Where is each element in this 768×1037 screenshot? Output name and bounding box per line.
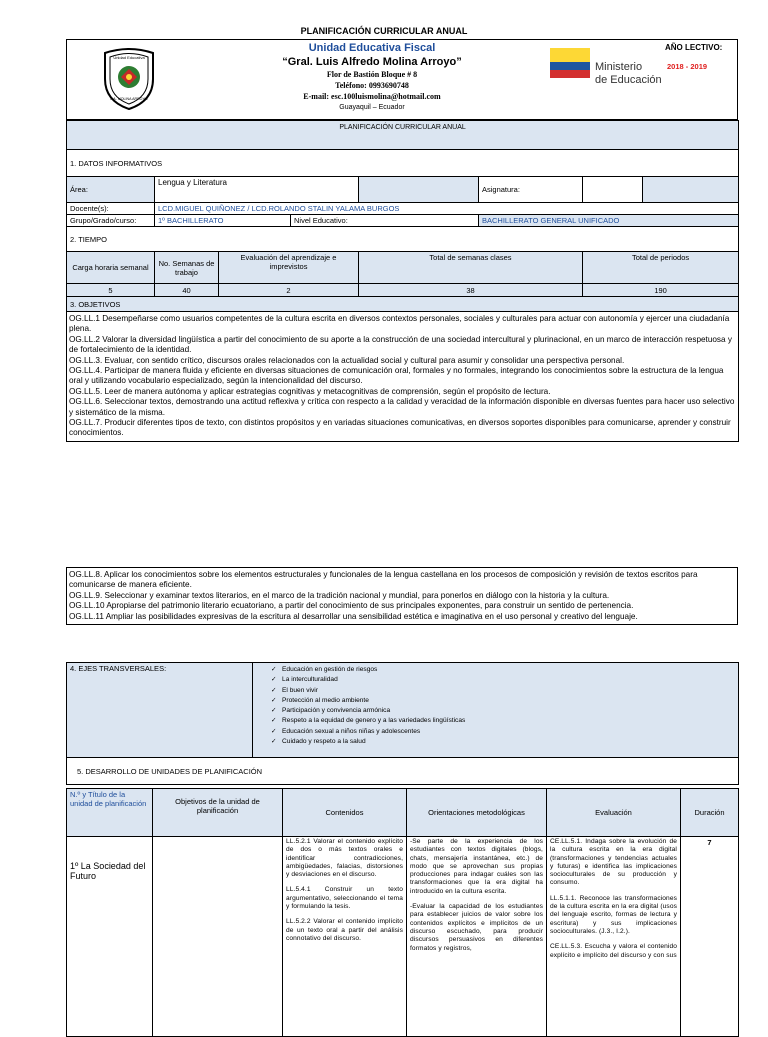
axis-item: ✓ Protección al medio ambiente (271, 696, 369, 704)
ministry-line1: Ministerio (595, 61, 643, 73)
level-label: Nivel Educativo: (291, 215, 479, 227)
axis-item: ✓ Educación en gestión de riesgos (271, 666, 378, 673)
time-value-periods: 190 (583, 284, 739, 297)
subject-label: Asignatura: (479, 177, 583, 203)
time-header-weekly-hours: Carga horaria semanal (67, 252, 155, 284)
svg-text:Unidad Educativa: Unidad Educativa (113, 55, 145, 60)
school-address: Flor de Bastión Bloque # 8 (326, 70, 418, 79)
unit-title: 1º La Sociedad del Futuro (67, 837, 153, 1037)
objective-item: OG.LL.3. Evaluar, con sentido crítico, discursos orales relacionados con la actualidad social y cultural para asumir y consolidar una perspectiva personal. (69, 355, 625, 365)
unit-objectives (153, 837, 283, 1037)
objectives-list-b (67, 568, 738, 625)
evaluation-item: CE.LL.5.3. Escucha y valora el contenido explícito e implícito del discurso y con sus (550, 943, 677, 959)
objective-item: OG.LL.7. Producir diferentes tipos de texto, con distintos propósitos y en variadas situaciones comunicativas, en diversos soportes disponibles para comunicarse, aprender y construir conocimientos. (69, 418, 731, 438)
school-email: E-mail: esc.100luismolina@hotmail.com (303, 92, 441, 101)
objective-item: OG.LL.6. Seleccionar textos, demostrando una actitud reflexiva y crítica con respecto a la calidad y veracidad de la información disponible en diversas fuentes para hacer uso selectivo y sistemático de la misma. (69, 397, 735, 417)
method-item: -Se parte de la experiencia de los estudiantes con textos digitales (blogs, chats, mensajería instantánea, etc.) de modo que se aprovechan sus propias producciones para indagar cuáles son las transformaciones que la era digital ha introducido en la cultura escrita. (410, 838, 543, 895)
objective-item: OG.LL.2 Valorar la diversidad lingüística a partir del conocimiento de su aporte a la construcción de una sociedad intercultural y plurinacional, en un marco de interacción respetuosa y de fortalecimiento de la identidad. (69, 334, 732, 355)
objective-item: OG.LL.4. Participar de manera fluida y eficiente en diversas situaciones de comunicación oral, formales y no formales, integrando los conocimientos sobre la estructura de la lengua oral y utilizando vocabulario especializado, según la intencionalidad del discurso. (69, 366, 724, 386)
year-value: 2018 - 2019 (667, 62, 708, 71)
time-value-weekly-hours: 5 (67, 284, 155, 297)
cross-axes-list (253, 663, 739, 758)
objective-item: OG.LL.11 Ampliar las posibilidades expresivas de la escritura al desarrollar una sensibilidad estética e imaginativa en el uso personal y creativo del lenguaje. (69, 611, 638, 621)
area-label: Área: (67, 177, 155, 203)
plan-title-row: PLANIFICACIÓN CURRICULAR ANUAL (67, 121, 739, 150)
section3-title: 3. OBJETIVOS (67, 297, 739, 312)
objectives-list-a (67, 312, 739, 442)
axis-item: ✓ La interculturalidad (271, 676, 338, 684)
time-header-evaluation: Evaluación del aprendizaje e imprevistos (219, 252, 359, 284)
time-value-evaluation: 2 (219, 284, 359, 297)
school-seal-logo (97, 45, 161, 111)
objective-item: OG.LL.8. Aplicar los conocimientos sobre los elementos estructurales y funcionales de la lengua castellana en los procesos de composición y revisión de textos escritos para comunicarse de manera eficiente. (69, 570, 698, 590)
grade-value: 1º BACHILLERATO (155, 215, 291, 227)
axis-item: ✓ Respeto a la equidad de genero y a las variedades lingüísticas (271, 717, 466, 725)
page2-table (66, 567, 738, 625)
time-header-class-weeks: Total de semanas clases (359, 252, 583, 284)
content-item: LL.5.4.1 Construir un texto argumentativo, seleccionando el tema y formulando la tesis. (286, 886, 403, 911)
objective-item: OG.LL.5. Leer de manera autónoma y aplicar estrategias cognitivas y metacognitivas de comprensión, según el propósito de lectura. (69, 386, 551, 396)
time-value-class-weeks: 38 (359, 284, 583, 297)
units-header-methods: Orientaciones metodológicas (407, 789, 547, 837)
time-header-periods: Total de periodos (583, 252, 739, 284)
section1-title: 1. DATOS INFORMATIVOS (67, 150, 739, 177)
objective-item: OG.LL.10 Apropiarse del patrimonio literario ecuatoriano, a partir del conocimiento de sus principales exponentes, para construir un sentido de pertenencia. (69, 601, 634, 611)
ministry-line2: de Educación (595, 74, 662, 86)
cross-axes-table (66, 662, 739, 785)
subject-blank (643, 177, 739, 203)
area-blank (359, 177, 479, 203)
section4-title: 4. EJES TRANSVERSALES: (67, 663, 253, 758)
content-item: LL.5.2.1 Valorar el contenido explícito de dos o más textos orales e identificar contradicciones, ambigüedades, falacias, distorsiones y desviaciones en el discurso. (286, 838, 403, 879)
time-header-weeks: No. Semanas de trabajo (155, 252, 219, 284)
units-header-duration: Duración (681, 789, 739, 837)
objective-item: OG.LL.9. Seleccionar y examinar textos literarios, en el marco de la tradición nacional y mundial, para ponerlos en diálogo con la historia y la cultura. (69, 590, 610, 600)
axis-item: ✓ Educación sexual a niños niñas y adolescentes (271, 727, 421, 735)
unit-contents (283, 837, 407, 1037)
units-header-objectives: Objetivos de la unidad de planificación (153, 789, 283, 837)
svg-text:L.A. MOLINA ARROYO: L.A. MOLINA ARROYO (110, 97, 148, 101)
section2-title: 2. TIEMPO (67, 227, 739, 252)
area-value: Lengua y Literatura (155, 177, 359, 203)
teachers-label: Docente(s): (67, 203, 155, 215)
document-title: PLANIFICACIÓN CURRICULAR ANUAL (300, 26, 468, 36)
axis-item: ✓ Cuidado y respeto a la salud (271, 738, 366, 746)
unit-duration: 7 (681, 837, 739, 1037)
content-item: LL.5.2.2 Valorar el contenido implícito de un texto oral a partir del análisis connotativo del discurso. (286, 918, 403, 942)
axis-item: ✓ Participación y convivencia armónica (271, 707, 391, 715)
ministry-flag-logo (550, 48, 590, 78)
time-value-weeks: 40 (155, 284, 219, 297)
unit-methods (407, 837, 547, 1037)
year-label: AÑO LECTIVO: (665, 43, 723, 52)
school-name: Unidad Educativa Fiscal (308, 42, 436, 54)
teachers-value: LCD.MIGUEL QUIÑONEZ / LCD.ROLANDO STALIN YALAMA BURGOS (155, 203, 739, 215)
evaluation-item: CE.LL.5.1. Indaga sobre la evolución de la cultura escrita en la era digital (transformaciones y tendencias actuales y futuras) e identifica las implicaciones socioculturales de su producción y consumo. (550, 838, 677, 887)
level-value: BACHILLERATO GENERAL UNIFICADO (479, 215, 739, 227)
units-header-contents: Contenidos (283, 789, 407, 837)
units-table (66, 788, 739, 1037)
grade-label: Grupo/Grado/curso: (67, 215, 155, 227)
school-phone: Teléfono: 0993690748 (335, 81, 409, 90)
axis-item: ✓ El buen vivir (271, 686, 318, 694)
section5-title: 5. DESARROLLO DE UNIDADES DE PLANIFICACIÓN (67, 758, 739, 785)
school-patron: “Gral. Luis Alfredo Molina Arroyo” (282, 56, 462, 68)
subject-value (583, 177, 643, 203)
school-header (66, 39, 738, 120)
units-header-evaluation: Evaluación (547, 789, 681, 837)
objective-item: OG.LL.1 Desempeñarse como usuarios competentes de la cultura escrita en diversos contextos personales, sociales y culturales para actuar con autonomía y ejercer una ciudadanía plena. (69, 314, 730, 334)
evaluation-item: LL.5.1.1. Reconoce las transformaciones de la cultura escrita en la era digital (usos del lenguaje escrito, formas de lectura y escritura) y sus implicaciones socioculturales. (J.3., I.2.). (550, 894, 677, 935)
units-header-unit: N.º y Título de la unidad de planificación (67, 789, 153, 837)
unit-evaluation (547, 837, 681, 1037)
school-city: Guayaquil – Ecuador (339, 104, 405, 111)
method-item: -Evaluar la capacidad de los estudiantes para establecer juicios de valor sobre los contenidos explícitos e implícitos de un discurso escuchado, para producir discursos persuasivos en diferentes formatos y registros, (410, 903, 543, 952)
page1-table (66, 120, 739, 442)
